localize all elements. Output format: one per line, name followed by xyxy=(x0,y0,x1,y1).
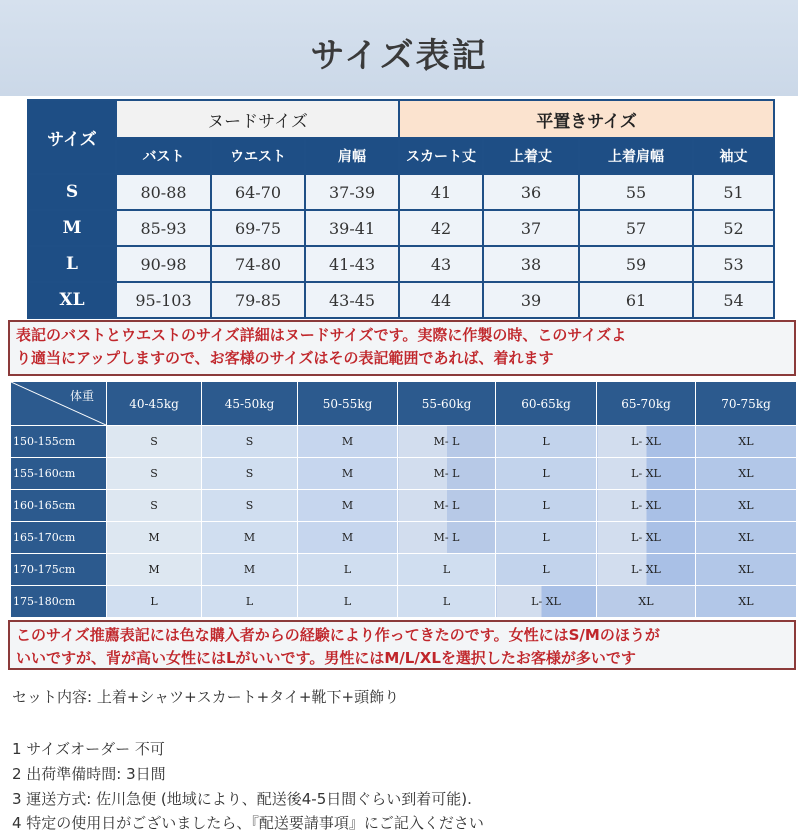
size-row-s xyxy=(28,174,774,210)
table-cell: M- L xyxy=(398,426,496,458)
table-cell: L xyxy=(398,586,496,618)
height-label: 170-175cm xyxy=(11,554,107,586)
table-cell: 90-98 xyxy=(116,246,211,282)
table-cell: M- L xyxy=(398,458,496,490)
table-cell: L xyxy=(496,490,597,522)
set-contents: セット内容: 上着+シャツ+スカート+タイ+靴下+頭飾り xyxy=(12,688,400,706)
table-cell: L- XL xyxy=(597,522,696,554)
table-cell: 53 xyxy=(693,246,774,282)
table-cell: S xyxy=(202,458,298,490)
table-cell: XL xyxy=(696,522,797,554)
size-label: M xyxy=(28,210,116,246)
table-cell: M xyxy=(298,522,398,554)
table-cell: S xyxy=(107,490,202,522)
size-label: XL xyxy=(28,282,116,318)
table-cell: L xyxy=(107,586,202,618)
size-row-xl xyxy=(28,282,774,318)
table-cell: 85-93 xyxy=(116,210,211,246)
table-cell: M xyxy=(298,426,398,458)
table-cell: 37-39 xyxy=(305,174,399,210)
table-cell: L xyxy=(398,554,496,586)
table-cell: 95-103 xyxy=(116,282,211,318)
table-cell: 57 xyxy=(579,210,693,246)
table-cell: 38 xyxy=(483,246,579,282)
table-cell: 41-43 xyxy=(305,246,399,282)
table-cell: 39 xyxy=(483,282,579,318)
table-cell: XL xyxy=(696,490,797,522)
info-line-3: 3 運送方式: 佐川急便 (地域により、配送後4-5日間ぐらい到着可能). xyxy=(12,790,472,808)
table-cell: L- XL xyxy=(597,554,696,586)
page-title: サイズ表記 xyxy=(310,36,488,76)
table-cell: S xyxy=(202,426,298,458)
table-row xyxy=(11,458,797,490)
table-cell: 69-75 xyxy=(211,210,305,246)
size-note-line-2: り適当にアップしますので、お客様のサイズはその表記範囲であれば、着れます xyxy=(16,349,554,367)
table-cell: 44 xyxy=(399,282,483,318)
table-cell: M xyxy=(107,554,202,586)
col-waist: ウエスト xyxy=(211,138,305,174)
table-row xyxy=(11,554,797,586)
size-row-l xyxy=(28,246,774,282)
table-cell: M xyxy=(202,554,298,586)
table-cell: XL xyxy=(597,586,696,618)
table-cell: L xyxy=(496,554,597,586)
table-cell: L xyxy=(496,426,597,458)
table-cell: 36 xyxy=(483,174,579,210)
weight-col: 45-50kg xyxy=(202,382,298,426)
table-cell: 42 xyxy=(399,210,483,246)
flat-size-header: 平置きサイズ xyxy=(399,100,774,138)
size-label: S xyxy=(28,174,116,210)
size-note-line-1: 表記のバストとウエストのサイズ詳細はヌードサイズです。実際に作製の時、このサイズよ xyxy=(16,326,627,344)
weight-col: 65-70kg xyxy=(597,382,696,426)
table-cell: 41 xyxy=(399,174,483,210)
table-cell: L- XL xyxy=(496,586,597,618)
table-row xyxy=(11,490,797,522)
table-cell: S xyxy=(107,426,202,458)
table-cell: 37 xyxy=(483,210,579,246)
col-skirt-length: スカート丈 xyxy=(399,138,483,174)
table-cell: L xyxy=(496,522,597,554)
col-jacket-shoulder: 上着肩幅 xyxy=(579,138,693,174)
table-cell: M- L xyxy=(398,522,496,554)
col-jacket-length: 上着丈 xyxy=(483,138,579,174)
info-line-2: 2 出荷準備時間: 3日間 xyxy=(12,765,166,783)
table-cell: L- XL xyxy=(597,426,696,458)
table-cell: M xyxy=(107,522,202,554)
size-header: サイズ xyxy=(28,100,116,174)
table-cell: 59 xyxy=(579,246,693,282)
weight-col: 50-55kg xyxy=(298,382,398,426)
table-cell: 39-41 xyxy=(305,210,399,246)
recommendation-note xyxy=(8,620,796,670)
col-shoulder: 肩幅 xyxy=(305,138,399,174)
size-row-m xyxy=(28,210,774,246)
table-cell: XL xyxy=(696,458,797,490)
table-cell: M xyxy=(298,458,398,490)
table-cell: M- L xyxy=(398,490,496,522)
table-cell: XL xyxy=(696,586,797,618)
table-cell: S xyxy=(107,458,202,490)
table-cell: XL xyxy=(696,554,797,586)
table-cell: L- XL xyxy=(597,458,696,490)
height-label: 175-180cm xyxy=(11,586,107,618)
table-cell: 80-88 xyxy=(116,174,211,210)
table-cell: 54 xyxy=(693,282,774,318)
table-cell: L xyxy=(298,554,398,586)
table-row xyxy=(11,586,797,618)
size-table xyxy=(27,99,775,319)
height-label: 150-155cm xyxy=(11,426,107,458)
height-label: 165-170cm xyxy=(11,522,107,554)
size-label: L xyxy=(28,246,116,282)
table-cell: L xyxy=(202,586,298,618)
table-cell: 51 xyxy=(693,174,774,210)
col-sleeve: 袖丈 xyxy=(693,138,774,174)
table-cell: 55 xyxy=(579,174,693,210)
weight-col: 55-60kg xyxy=(398,382,496,426)
table-cell: L- XL xyxy=(597,490,696,522)
weight-col: 60-65kg xyxy=(496,382,597,426)
table-cell: M xyxy=(298,490,398,522)
weight-height-corner xyxy=(11,382,107,426)
table-cell: S xyxy=(202,490,298,522)
table-cell: 61 xyxy=(579,282,693,318)
table-cell: L xyxy=(496,458,597,490)
table-cell: XL xyxy=(696,426,797,458)
col-bust: バスト xyxy=(116,138,211,174)
info-line-1: 1 サイズオーダー 不可 xyxy=(12,740,165,758)
recommendation-table xyxy=(10,381,797,618)
table-cell: 43-45 xyxy=(305,282,399,318)
table-cell: 52 xyxy=(693,210,774,246)
table-row xyxy=(11,522,797,554)
table-cell: L xyxy=(298,586,398,618)
weight-col: 40-45kg xyxy=(107,382,202,426)
weight-label: 体重 xyxy=(69,389,94,403)
weight-col: 70-75kg xyxy=(696,382,797,426)
table-cell: M xyxy=(202,522,298,554)
info-line-4: 4 特定の使用日がございましたら、『配送要請事項』にご記入ください xyxy=(12,814,484,832)
recommendation-note-line-1: このサイズ推薦表記には色な購入者からの経験により作ってきたのです。女性にはS/Mのほうが xyxy=(16,626,660,644)
table-cell: 74-80 xyxy=(211,246,305,282)
table-cell: 64-70 xyxy=(211,174,305,210)
size-note xyxy=(8,320,796,376)
table-row xyxy=(11,426,797,458)
table-cell: 43 xyxy=(399,246,483,282)
height-label: 160-165cm xyxy=(11,490,107,522)
table-cell: 79-85 xyxy=(211,282,305,318)
nude-size-header: ヌードサイズ xyxy=(116,100,399,138)
recommendation-note-line-2: いいですが、背が高い女性にはLがいいです。男性にはM/L/XLを選択したお客様が多いです xyxy=(16,649,636,667)
height-label: 155-160cm xyxy=(11,458,107,490)
